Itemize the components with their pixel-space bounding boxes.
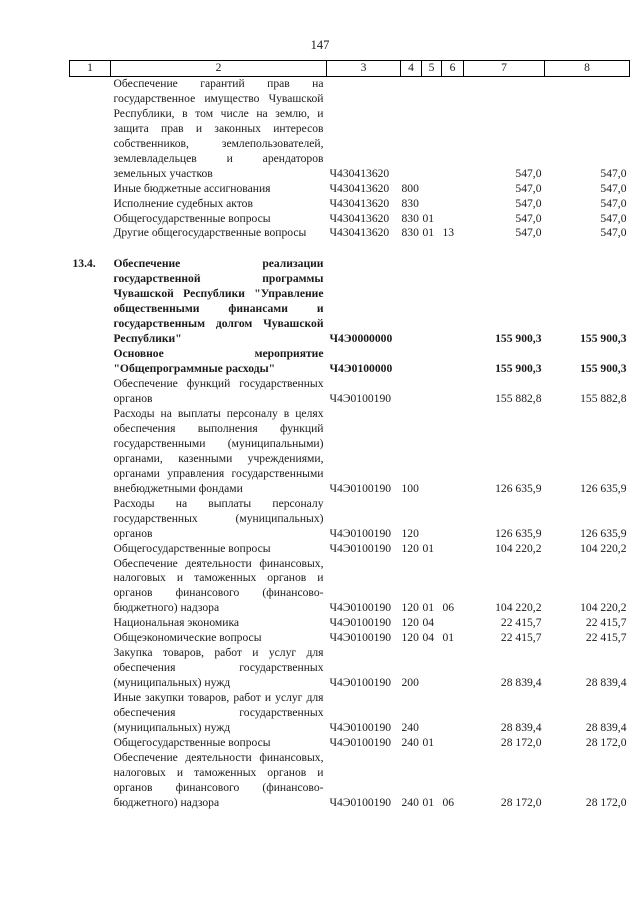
row-code: Ч430413620 [329,166,390,180]
row-subsection [442,497,464,542]
row-number: 13.4. [72,257,96,271]
row-name: Общегосударственные вопросы [113,541,271,555]
table-row [70,182,630,197]
row-amount-col7: 547,0 [515,196,542,210]
row-amount-col8: 22 415,7 [585,616,627,630]
row-code: Ч4Э0100190 [329,526,392,540]
row-amount-col7: 547,0 [515,181,542,195]
row-number [70,212,111,227]
row-expense-type: 240 [401,720,419,734]
row-code: Ч4Э0100190 [329,481,392,495]
table-row [70,751,630,811]
table-row [70,197,630,212]
row-amount-col7: 547,0 [515,226,542,240]
row-amount-col8: 547,0 [600,196,627,210]
row-number [70,197,111,212]
table-row [70,691,630,736]
row-section [422,182,442,197]
row-code: Ч4Э0100190 [329,720,392,734]
row-section: 01 [422,795,435,809]
row-name: Обеспечение деятельности финансовых, налоговых и таможенных органов и органов финансового (финансово-бюджетного) надзора [113,556,324,615]
row-number [70,691,111,736]
row-section: 04 [422,631,435,645]
row-amount-col7: 126 635,9 [495,526,542,540]
row-name: Общегосударственные вопросы [113,735,271,749]
row-name: Иные закупки товаров, работ и услуг для обеспечения государственных (муниципальных) нужд [113,691,324,734]
row-amount-col7: 28 839,4 [500,720,542,734]
row-amount-col7: 104 220,2 [495,541,542,555]
row-subsection [442,616,464,631]
row-section [422,347,442,377]
row-subsection: 06 [442,601,455,615]
header-col-2: 2 [111,61,327,77]
header-col-8: 8 [545,61,630,77]
row-number [70,377,111,407]
header-col-4: 4 [401,61,422,77]
row-subsection [442,182,464,197]
row-expense-type: 120 [401,526,419,540]
row-name: Общеэкономические вопросы [113,631,262,645]
row-amount-col8: 28 172,0 [585,735,627,749]
row-amount-col7: 22 415,7 [500,631,542,645]
row-expense-type: 240 [401,735,419,749]
page-number: 147 [310,38,330,52]
row-subsection [442,212,464,227]
row-subsection [442,646,464,691]
row-number [70,736,111,751]
row-amount-col8: 155 900,3 [580,332,627,346]
row-name: Обеспечение деятельности финансовых, налоговых и таможенных органов и органов финансового (финансово-бюджетного) надзора [113,750,324,809]
row-amount-col8: 104 220,2 [580,601,627,615]
row-name: Другие общегосударственные вопросы [113,226,307,240]
header-col-5: 5 [422,61,442,77]
row-amount-col8: 547,0 [600,211,627,225]
row-amount-col8: 28 839,4 [585,720,627,734]
row-number [70,751,111,811]
row-amount-col7: 22 415,7 [500,616,542,630]
row-section: 04 [422,616,435,630]
row-code: Ч430413620 [329,196,390,210]
row-amount-col7: 28 839,4 [500,676,542,690]
row-amount-col7: 28 172,0 [500,735,542,749]
row-spacer-cell [70,241,630,257]
row-code: Ч430413620 [329,181,390,195]
table-row [70,347,630,377]
row-subsection [442,197,464,212]
row-expense-type: 240 [401,795,419,809]
table-row [70,616,630,631]
row-name: Исполнение судебных актов [113,196,253,210]
header-col-3: 3 [327,61,401,77]
row-code: Ч4Э0100000 [329,362,393,376]
row-expense-type: 800 [401,181,419,195]
row-code: Ч4Э0100190 [329,795,392,809]
row-code: Ч4Э0100190 [329,541,392,555]
row-number [70,182,111,197]
row-section [422,377,442,407]
row-section [422,497,442,542]
row-amount-col8: 155 882,8 [580,392,627,406]
row-subsection: 13 [442,226,455,240]
row-amount-col7: 155 900,3 [495,362,542,376]
row-code: Ч4Э0100190 [329,616,392,630]
row-subsection [442,407,464,497]
row-amount-col8: 28 172,0 [585,795,627,809]
row-expense-type [401,257,422,347]
row-amount-col7: 126 635,9 [495,481,542,495]
row-amount-col8: 155 900,3 [580,362,627,376]
row-code: Ч4Э0000000 [329,332,393,346]
row-subsection [442,347,464,377]
row-section: 01 [422,226,435,240]
row-amount-col8: 126 635,9 [580,526,627,540]
row-number [70,631,111,646]
table-body [70,76,630,810]
row-code: Ч430413620 [329,211,390,225]
row-amount-col8: 28 839,4 [585,676,627,690]
budget-table [69,60,630,811]
table-row [70,377,630,407]
table-row [70,631,630,646]
row-number [70,542,111,557]
table-row [70,226,630,241]
row-name: Общегосударственные вопросы [113,211,271,225]
row-name: Обеспечение гарантий прав на государственное имущество Чувашской Республики, в том числе на землю, и защита прав и законных интересов собственников, землепользователей, землевладельцев и арендаторов земельных участков [113,76,324,180]
row-code: Ч4Э0100190 [329,631,392,645]
table-row [70,736,630,751]
table-header-row [70,61,630,77]
row-number [70,616,111,631]
row-amount-col8: 547,0 [600,181,627,195]
row-subsection [442,691,464,736]
row-amount-col8: 22 415,7 [585,631,627,645]
row-subsection [442,542,464,557]
table-row [70,646,630,691]
row-subsection: 06 [442,795,455,809]
row-amount-col7: 547,0 [515,166,542,180]
row-name: Закупка товаров, работ и услуг для обеспечения государственных (муниципальных) нужд [113,646,324,690]
row-amount-col8: 547,0 [600,166,627,180]
table-row [70,557,630,617]
row-name: Расходы на выплаты персоналу в целях обеспечения выполнения функций государственными (муниципальными) органами, казенными учреждениями, органами управления государственными внебюджетными фондами [113,406,324,495]
row-number [70,226,111,241]
row-name: Национальная экономика [113,616,240,630]
table-row [70,212,630,227]
row-expense-type: 830 [401,211,419,225]
row-section: 01 [422,211,435,225]
table-row [70,497,630,542]
row-section [422,197,442,212]
row-section [422,407,442,497]
row-expense-type: 120 [401,601,419,615]
row-section [422,257,442,347]
row-section: 01 [422,541,435,555]
row-code: Ч430413620 [329,226,390,240]
row-section [422,691,442,736]
row-amount-col7: 155 900,3 [495,332,542,346]
row-section [422,646,442,691]
row-number [70,407,111,497]
row-expense-type: 120 [401,541,419,555]
row-name: Иные бюджетные ассигнования [113,181,271,195]
row-number [70,347,111,377]
row-amount-col8: 547,0 [600,226,627,240]
row-name: Обеспечение функций государственных органов [113,377,324,406]
header-col-7: 7 [464,61,545,77]
header-col-6: 6 [442,61,464,77]
row-amount-col7: 155 882,8 [495,392,542,406]
row-expense-type: 830 [401,226,419,240]
row-section: 01 [422,735,435,749]
row-subsection [442,257,464,347]
row-spacer [70,241,630,257]
row-expense-type [401,347,422,377]
row-number [70,557,111,617]
row-subsection: 01 [442,631,455,645]
row-expense-type [401,76,422,181]
table-row [70,257,630,347]
row-expense-type [401,377,422,407]
row-amount-col7: 104 220,2 [495,601,542,615]
row-name: Расходы на выплаты персоналу государственных (муниципальных) органов [113,496,324,540]
row-code: Ч4Э0100190 [329,392,392,406]
row-expense-type: 100 [401,481,419,495]
row-subsection [442,736,464,751]
row-number [70,646,111,691]
row-section [422,76,442,181]
row-expense-type: 120 [401,616,419,630]
row-amount-col7: 547,0 [515,211,542,225]
row-expense-type: 830 [401,196,419,210]
row-name: Обеспечение реализации государственной программы Чувашской Республики "Управление общественными финансами и государственным долгом Чувашской Республики" [113,257,324,346]
row-amount-col8: 126 635,9 [580,481,627,495]
row-amount-col7: 28 172,0 [500,795,542,809]
row-code: Ч4Э0100190 [329,601,392,615]
row-amount-col8: 104 220,2 [580,541,627,555]
row-subsection [442,76,464,181]
row-expense-type: 200 [401,676,419,690]
row-expense-type: 120 [401,631,419,645]
row-code: Ч4Э0100190 [329,735,392,749]
row-code: Ч4Э0100190 [329,676,392,690]
row-number [70,76,111,181]
row-section: 01 [422,601,435,615]
header-col-1: 1 [70,61,111,77]
table-row [70,407,630,497]
table-row [70,542,630,557]
row-number [70,497,111,542]
table-row [70,76,630,181]
row-subsection [442,377,464,407]
row-name: Основное мероприятие "Общепрограммные расходы" [113,347,324,376]
